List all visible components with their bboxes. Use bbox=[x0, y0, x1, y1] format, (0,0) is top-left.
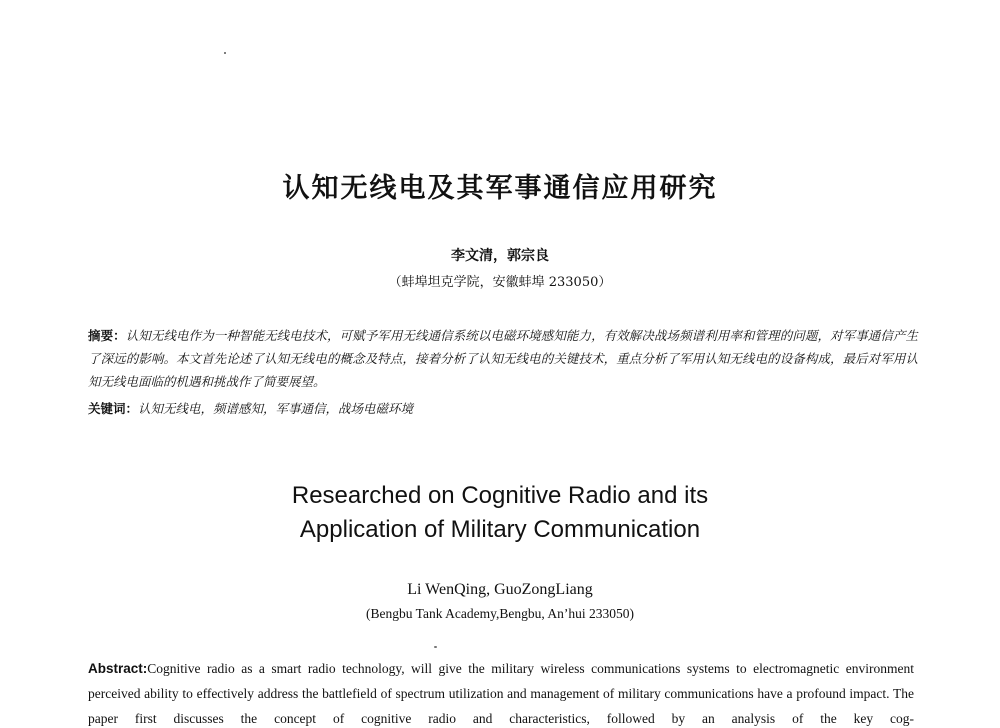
scan-speck bbox=[224, 52, 226, 54]
chinese-keywords-text: 认知无线电，频谱感知，军事通信，战场电磁环境 bbox=[138, 401, 414, 416]
english-abstract-text: Cognitive radio as a smart radio technology, will give the military wireless communications systems to electromagnetic environment perceived ability to effectively address the battlefield of spectrum utilization and management of military communications have a profound impact. The paper first discusses the concept of cognitive radio and characteristics, followed by an analysis of the key cog- bbox=[88, 661, 914, 726]
english-title-line1: Researched on Cognitive Radio and its bbox=[291, 482, 709, 509]
english-abstract bbox=[88, 656, 914, 728]
chinese-keywords-label: 关键词： bbox=[88, 401, 139, 416]
chinese-abstract-text: 认知无线电作为一种智能无线电技术，可赋予军用无线通信系统以电磁环境感知能力，有效解决战场频谱利用率和管理的问题，对军事通信产生了深远的影响。本文首先论述了认知无线电的概念及特点，接着分析了认知无线电的关键技术，重点分析了军用认知无线电的设备构成，最后对军用认知无线电面临的机遇和挑战作了简要展望。 bbox=[88, 328, 918, 389]
english-title-line2: Application of Military Communication bbox=[299, 516, 701, 543]
english-authors: Li WenQing, GuoZongLiang bbox=[407, 581, 593, 598]
english-abstract-label: Abstract: bbox=[88, 661, 148, 676]
english-title bbox=[0, 479, 1000, 547]
scan-speck-2 bbox=[434, 646, 437, 648]
chinese-authors: 李文清，郭宗良 bbox=[451, 248, 549, 264]
chinese-abstract bbox=[88, 324, 918, 393]
chinese-title: 认知无线电及其军事通信应用研究 bbox=[282, 173, 718, 204]
chinese-abstract-label: 摘要： bbox=[88, 328, 126, 343]
chinese-affiliation: （蚌埠坦克学院，安徽蚌埠 233050） bbox=[388, 275, 612, 290]
english-affiliation: (Bengbu Tank Academy,Bengbu, An’hui 233050) bbox=[366, 606, 634, 621]
chinese-keywords bbox=[88, 397, 918, 420]
